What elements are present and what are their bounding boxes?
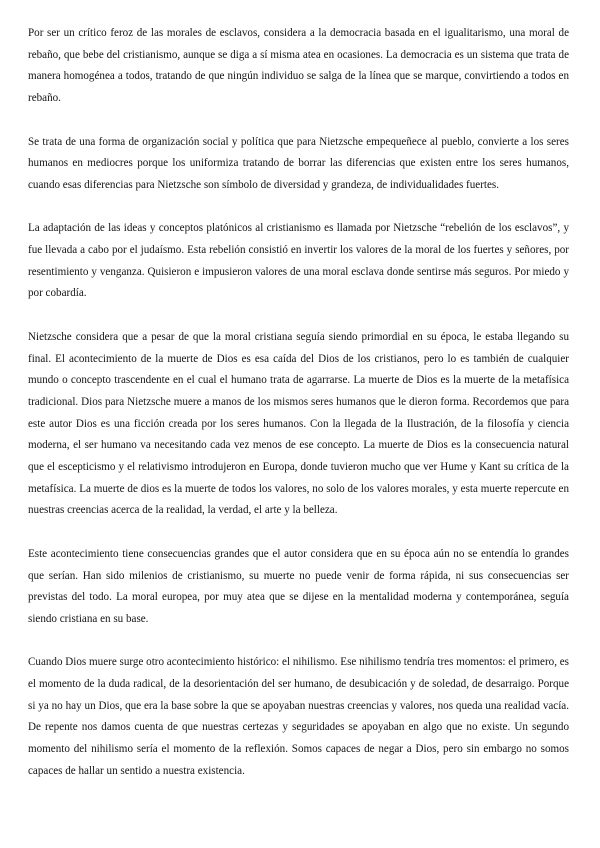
paragraph-consecuencias: Este acontecimiento tiene consecuencias grandes que el autor considera que en su época aún no se entendía lo grandes que serían. Han sido milenios de cristianismo, su muerte no puede venir de forma rápida, ni sus consecuencias ser previstas del todo. La moral europea, por muy atea que se dijese en la mentalidad moderna y contemporánea, seguía siendo cristiana en su base. [28,547,569,625]
paragraph-muerte-de-dios: Nietzsche considera que a pesar de que la moral cristiana seguía siendo primordial en su época, le estaba llegando su final. El acontecimiento de la muerte de Dios es esa caída del Dios de los cristianos, pero lo es también de cualquier mundo o concepto trascendente en el cual el humano trata de agarrarse. La muerte de Dios es la muerte de la metafísica tradicional. Dios para Nietzsche muere a manos de los mismos seres humanos que le dieron forma. Recordemos que para este autor Dios es una ficción creada por los seres humanos. Con la llegada de la Ilustración, de la filosofía y ciencia moderna, el ser humano va necesitando cada vez menos de ese concepto. La muerte de Dios es la consecuencia natural que el escepticismo y el relativismo introdujeron en Europa, donde tuvieron mucho que ver Hume y Kant su crítica de la metafísica. La muerte de dios es la muerte de todos los valores, no solo de los valores morales, y esta muerte repercute en nuestras creencias acerca de la realidad, la verdad, el arte y la belleza. [28,330,569,517]
paragraph-organizacion-social: Se trata de una forma de organización social y política que para Nietzsche empequeñece al pueblo, convierte a los seres humanos en mediocres porque los uniformiza tratando de borrar las diferencias que existen entre los seres humanos, cuando esas diferencias para Nietzsche son símbolo de diversidad y grandeza, de individualidades fuertes. [28,135,569,191]
paragraph-rebelion-esclavos: La adaptación de las ideas y conceptos platónicos al cristianismo es llamada por Nietzsche “rebelión de los esclavos”, y fue llevada a cabo por el judaísmo. Esta rebelión consistió en invertir los valores de la moral de los fuertes y señores, por resentimiento y venganza. Quisieron e impusieron valores de una moral esclava donde sentirse más seguros. Por miedo y por cobardía. [28,222,569,300]
document-page [28,23,569,783]
paragraph-democracia: Por ser un crítico feroz de las morales de esclavos, considera a la democracia basada en el igualitarismo, una moral de rebaño, que bebe del cristianismo, aunque se diga a sí misma atea en ocasiones. La democracia es un sistema que trata de manera homogénea a todos, tratando de que ningún individuo se salga de la línea que se marque, convirtiendo a todos en rebaño. [28,27,569,105]
paragraph-nihilismo: Cuando Dios muere surge otro acontecimiento histórico: el nihilismo. Ese nihilismo tendría tres momentos: el primero, es el momento de la duda radical, de la desorientación del ser humano, de desubicación y de soledad, de desarraigo. Porque si ya no hay un Dios, que era la base sobre la que se apoyaban nuestras creencias y valores, nos queda una realidad vacía. De repente nos damos cuenta de que nuestras certezas y seguridades se apoyaban en algo que no existe. Un segundo momento del nihilismo sería el momento de la reflexión. Somos capaces de negar a Dios, pero sin embargo no somos capaces de hallar un sentido a nuestra existencia. [28,656,569,777]
